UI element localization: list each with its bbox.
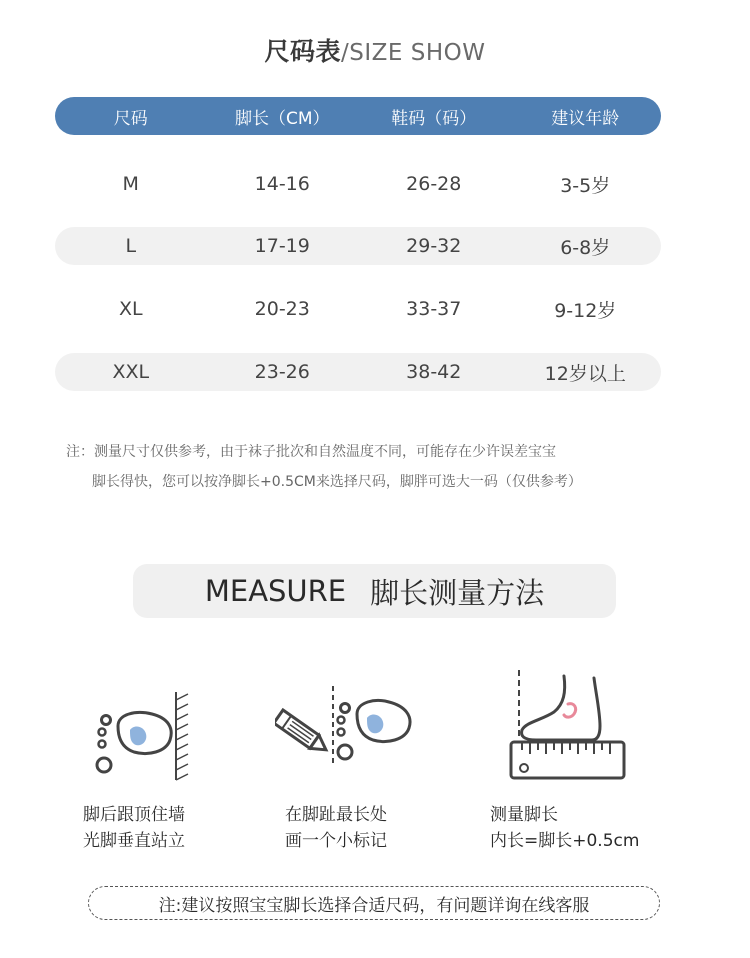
cell-size: XXL xyxy=(112,361,150,383)
cell-shoe-size: 29-32 xyxy=(406,235,462,257)
step-1-line-2: 光脚垂直站立 xyxy=(83,831,185,851)
foot-against-wall-icon xyxy=(92,690,196,786)
table-row xyxy=(55,165,661,203)
measure-en: MEASURE xyxy=(204,574,347,608)
step-1-line-1: 脚后跟顶住墙 xyxy=(83,805,185,825)
header-foot-length: 脚长（CM） xyxy=(234,108,330,129)
title-en: SIZE SHOW xyxy=(349,40,486,66)
cell-shoe-size: 33-37 xyxy=(406,298,462,320)
measure-cn: 脚长测量方法 xyxy=(370,575,545,610)
cell-age: 6-8岁 xyxy=(560,236,611,259)
cell-shoe-size: 38-42 xyxy=(406,361,462,383)
table-row xyxy=(55,353,661,391)
step-2-caption xyxy=(285,802,387,854)
page-title xyxy=(0,32,750,68)
step-3-caption xyxy=(490,802,639,854)
note-line-2: 脚长得快，您可以按净脚长+0.5CM来选择尺码，脚胖可选大一码（仅供参考） xyxy=(92,474,582,490)
cell-size: M xyxy=(122,173,139,195)
table-row xyxy=(55,290,661,328)
bottom-note: 注:建议按照宝宝脚长选择合适尺码，有问题详询在线客服 xyxy=(88,886,660,920)
header-size: 尺码 xyxy=(113,108,148,129)
cell-age: 12岁以上 xyxy=(544,362,626,385)
header-age: 建议年龄 xyxy=(551,108,620,129)
table-row xyxy=(55,227,661,265)
title-cn: 尺码表 xyxy=(264,37,342,66)
step-3-line-1: 测量脚长 xyxy=(490,805,558,825)
header-shoe-size: 鞋码（码） xyxy=(391,108,477,129)
foot-ruler-icon xyxy=(508,668,630,786)
cell-foot-length: 20-23 xyxy=(254,298,310,320)
cell-foot-length: 17-19 xyxy=(254,235,310,257)
step-1-caption xyxy=(83,802,185,854)
step-3-line-2: 内长=脚长+0.5cm xyxy=(490,831,640,851)
step-2-line-2: 画一个小标记 xyxy=(285,831,387,851)
cell-foot-length: 14-16 xyxy=(254,173,310,195)
cell-age: 3-5岁 xyxy=(560,174,611,197)
cell-size: L xyxy=(125,235,137,257)
step-2-line-1: 在脚趾最长处 xyxy=(285,805,387,825)
title-separator: / xyxy=(341,40,350,66)
size-table-header xyxy=(55,97,661,135)
cell-shoe-size: 26-28 xyxy=(406,173,462,195)
note-line-1: 注：测量尺寸仅供参考，由于袜子批次和自然温度不同，可能存在少许误差宝宝 xyxy=(66,444,556,460)
cell-size: XL xyxy=(118,298,143,320)
pencil-mark-toe-icon xyxy=(275,684,420,770)
cell-age: 9-12岁 xyxy=(554,299,617,322)
cell-foot-length: 23-26 xyxy=(254,361,310,383)
measure-banner xyxy=(133,564,616,618)
